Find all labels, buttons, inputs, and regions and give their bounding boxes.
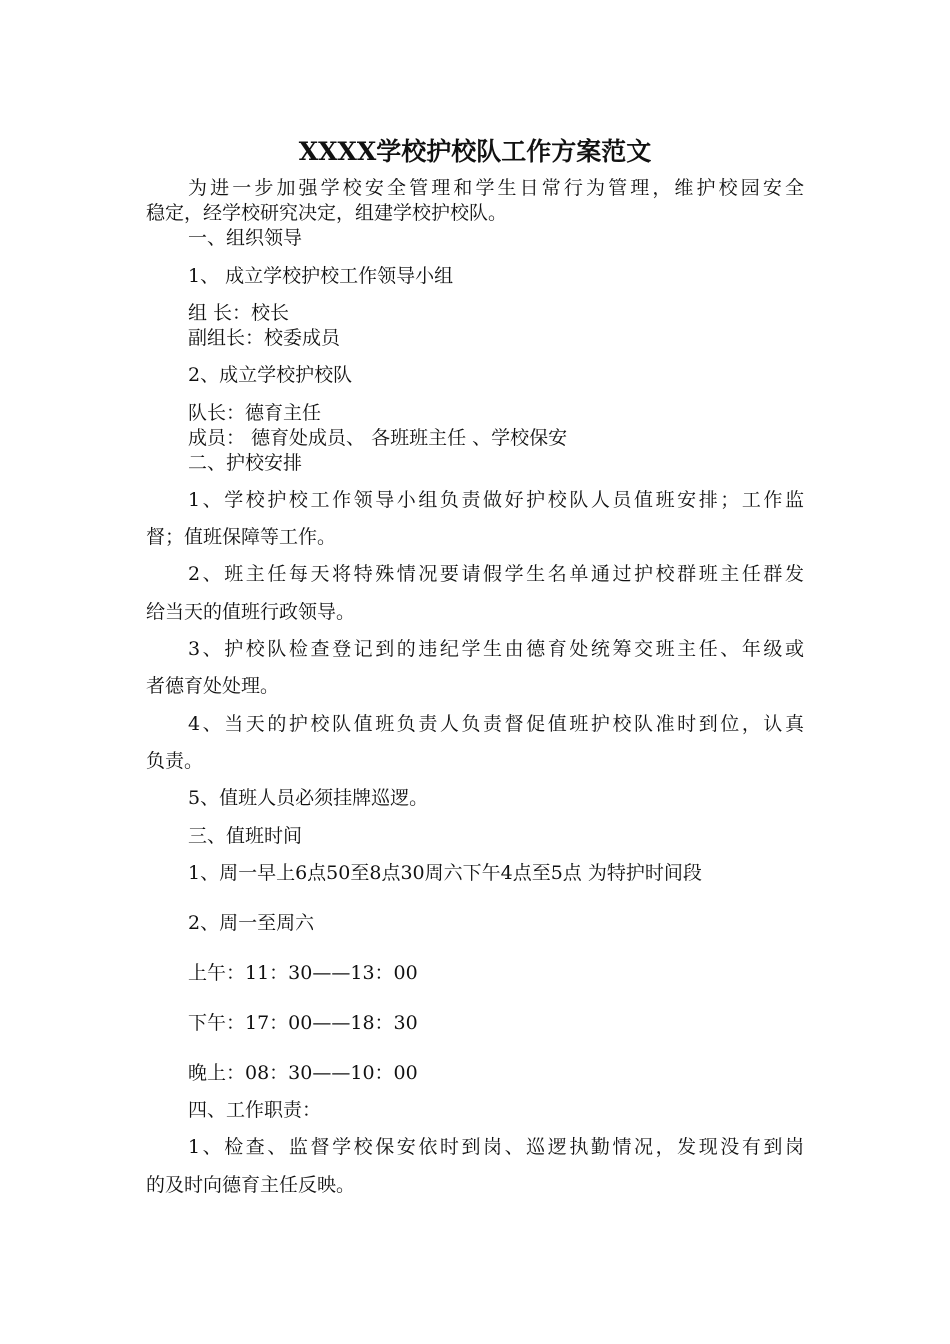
item-3-2: 2、周一至周六 <box>188 912 315 934</box>
item-2-4-line-1: 4、当天的护校队值班负责人负责督促值班护校队准时到位，认真 <box>188 713 804 735</box>
item-3-1: 1、周一早上6点50至8点30周六下午4点至5点 为特护时间段 <box>188 862 702 884</box>
item-2-2-line-2: 给当天的值班行政领导。 <box>146 601 356 623</box>
item-2-3-line-1: 3、护校队检查登记到的违纪学生由德育处统筹交班主任、年级或 <box>188 638 804 660</box>
item-2-2-line-1: 2、班主任每天将特殊情况要请假学生名单通过护校群班主任群发 <box>188 563 804 585</box>
item-2-5: 5、值班人员必须挂牌巡逻。 <box>188 787 429 809</box>
evening-schedule: 晚上：08：30——10：00 <box>188 1062 418 1084</box>
intro-line-2: 稳定，经学校研究决定，组建学校护校队。 <box>146 202 508 224</box>
section-1-heading: 一、组织领导 <box>188 227 303 249</box>
item-2-1-line-2: 督；值班保障等工作。 <box>146 526 337 548</box>
members-line: 成员： 德育处成员、 各班班主任 、学校保安 <box>188 427 568 449</box>
item-2-3-line-2: 者德育处处理。 <box>146 675 280 697</box>
item-4-1-line-2: 的及时向德育主任反映。 <box>146 1174 356 1196</box>
captain-line: 队长：德育主任 <box>188 402 322 424</box>
deputy-leader-line: 副组长：校委成员 <box>188 327 341 349</box>
document-title: XXXX学校护校队工作方案范文 <box>298 137 652 166</box>
section-2-heading: 二、护校安排 <box>188 452 303 474</box>
item-2-4-line-2: 负责。 <box>146 750 204 772</box>
item-2-1-line-1: 1、学校护校工作领导小组负责做好护校队人员值班安排；工作监 <box>188 489 804 511</box>
intro-line-1: 为进一步加强学校安全管理和学生日常行为管理，维护校园安全 <box>188 177 804 199</box>
morning-schedule: 上午：11：30——13：00 <box>188 962 418 984</box>
section-3-heading: 三、值班时间 <box>188 825 303 847</box>
item-4-1-line-1: 1、检查、监督学校保安依时到岗、巡逻执勤情况，发现没有到岗 <box>188 1136 804 1158</box>
item-1-1: 1、 成立学校护校工作领导小组 <box>188 265 454 287</box>
section-4-heading: 四、工作职责： <box>188 1099 322 1121</box>
item-1-2: 2、成立学校护校队 <box>188 364 353 386</box>
afternoon-schedule: 下午：17：00——18：30 <box>188 1012 418 1034</box>
leader-line: 组 长：校长 <box>188 302 290 324</box>
